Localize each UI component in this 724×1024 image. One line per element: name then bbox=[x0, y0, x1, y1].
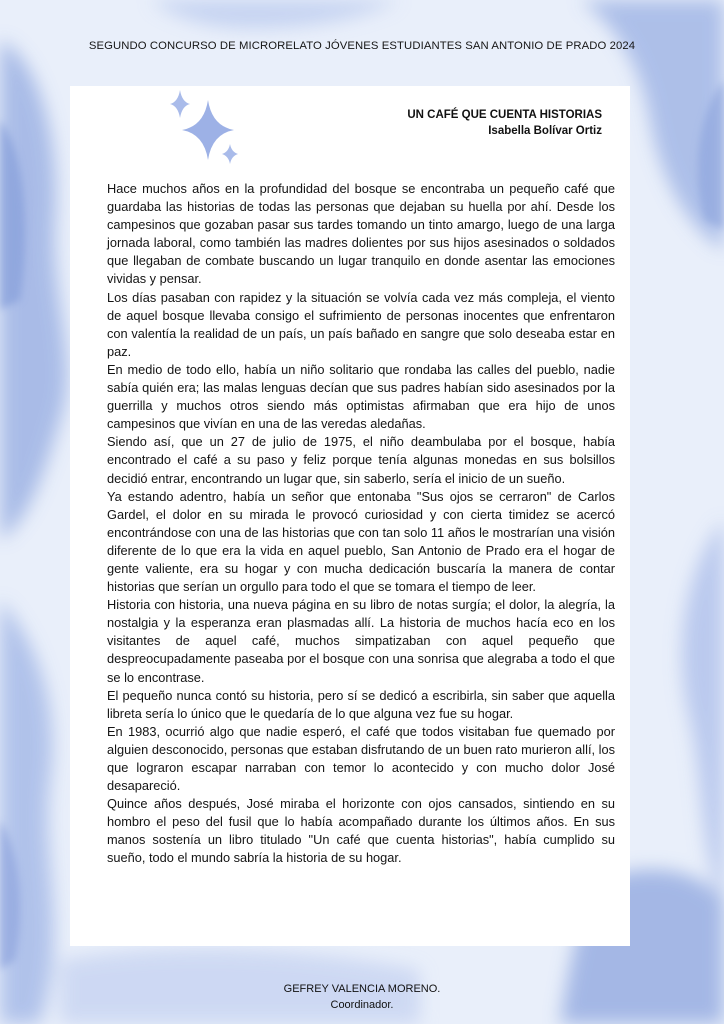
story-paragraph: Hace muchos años en la profundidad del bosque se encontraba un pequeño café que guardaba las historias de todas las personas que dejaban su huella por ahí. Desde los campesinos que gozaban pasar sus tardes tomando un tinto amargo, luego de una larga jornada laboral, como también las madres dolientes por sus hijos asesinados o soldados que llegaban de combate buscando un lugar tranquilo en donde asentar las emociones vividas y pensar. bbox=[107, 181, 615, 287]
story-paragraph: En 1983, ocurrió algo que nadie esperó, el café que todos visitaban fue quemado por alguien desconocido, personas que estaban disfrutando de un buen rato murieron allí, los que lograron escapar narraban con temor lo acontecido y con mucho dolor José desapareció. bbox=[107, 723, 615, 794]
story-paragraph: Quince años después, José miraba el horizonte con ojos cansados, sintiendo en su hombro el peso del fusil que lo había acompañado durante los últimos años. En sus manos sostenía un libro titulado "Un café que cuenta historias", había cumplido su sueño, todo el mundo sabría la historia de su hogar. bbox=[107, 796, 615, 866]
sparkle-stars-icon bbox=[160, 86, 250, 168]
coordinator-role: Coordinador. bbox=[330, 999, 394, 1011]
story-paragraph: Ya estando adentro, había un señor que entonaba "Sus ojos se cerraron" de Carlos Gardel, el dolor en su mirada le provocó curiosidad y con cierta timidez se acercó encontrándose con una de las historias que con tan solo 11 años le mostrarían una visión diferente de lo que era la vida en aquel pueblo, San Antonio de Prado era el hogar de gente valiente, era su hogar y con mucha dedicación buscaría la manera de contar historias que serían un orgullo para todo el que se tomara el tiempo de leer. bbox=[107, 488, 615, 595]
story-paragraph: El pequeño nunca contó su historia, pero sí se dedicó a escribirla, sin saber que aquella libreta sería lo único que le quedaría de lo que alguna vez fue su hogar. bbox=[107, 687, 615, 721]
story-paragraph: En medio de todo ello, había un niño solitario que rondaba las calles del pueblo, nadie sabía quién era; las malas lenguas decían que sus padres habían sido asesinados por la guerrilla y muchos otros siendo más optimistas afirmaban que era hijo de unos campesinos que vivían en una de las veredas aledañas. bbox=[107, 361, 615, 432]
contest-header: SEGUNDO CONCURSO DE MICRORELATO JÓVENES ESTUDIANTES SAN ANTONIO DE PRADO 2024 bbox=[88, 40, 636, 52]
story-paragraph: Historia con historia, una nueva página en su libro de notas surgía; el dolor, la alegría, la nostalgia y la esperanza eran plasmadas allí. La historia de muchos hacía eco en los visitantes de aquel café, muchos simpatizaban con aquel pequeño que despreocupadamente paseaba por el bosque con una sonrisa que alegraba a todo el que se lo encontrase. bbox=[107, 597, 615, 685]
story-title: UN CAFÉ QUE CUENTA HISTORIAS bbox=[407, 109, 602, 121]
story-heading bbox=[407, 107, 602, 139]
story-paragraph: Los días pasaban con rapidez y la situación se volvía cada vez más compleja, el viento de aquel bosque llevaba consigo el sufrimiento de personas inocentes que enfrentaron con valentía la realidad de un país, un país bañado en sangre que solo deseaba estar en paz. bbox=[107, 289, 615, 359]
story-body bbox=[107, 180, 615, 868]
story-author: Isabella Bolívar Ortiz bbox=[488, 125, 602, 137]
coordinator-name: GEFREY VALENCIA MORENO. bbox=[283, 983, 441, 995]
signature-block bbox=[0, 981, 724, 1013]
story-paragraph: Siendo así, que un 27 de julio de 1975, el niño deambulaba por el bosque, había encontrado el café a su paso y feliz porque tenía algunas monedas en sus bolsillos decidió entrar, encontrando un lugar que, sin saberlo, sería el inicio de un sueño. bbox=[107, 434, 615, 486]
